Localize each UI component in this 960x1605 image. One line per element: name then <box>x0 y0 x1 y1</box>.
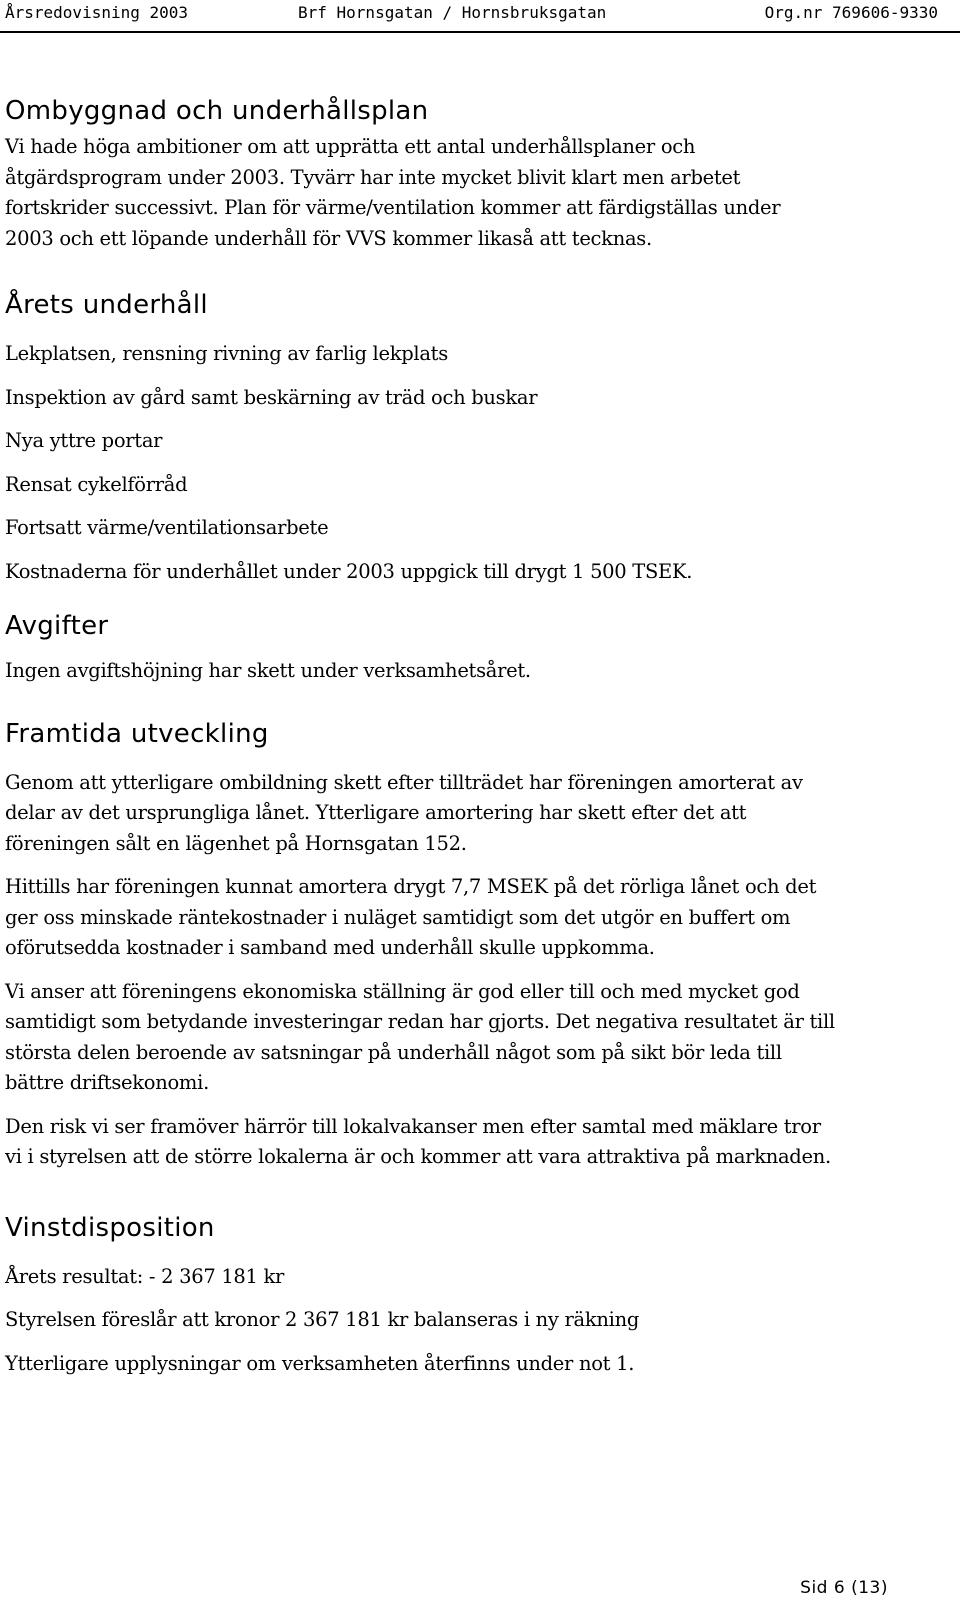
header-org-number: Org.nr 769606-9330 <box>764 3 938 22</box>
paragraph <box>5 1112 955 1173</box>
header-report-title: Årsredovisning 2003 <box>5 3 189 22</box>
paragraph: Ingen avgiftshöjning har skett under verksamhetsåret. <box>5 659 531 682</box>
list-item: Inspektion av gård samt beskärning av träd och buskar <box>5 385 538 409</box>
text-line: föreningen sålt en lägenhet på Hornsgatan 152. <box>5 831 467 855</box>
text-line: Vi hade höga ambitioner om att upprätta ett antal underhållsplaner och <box>5 135 696 158</box>
list-item: Lekplatsen, rensning rivning av farlig lekplats <box>5 342 448 365</box>
paragraph <box>5 768 955 860</box>
text-line: delar av det ursprungliga lånet. Ytterligare amortering har skett efter det att <box>5 801 747 824</box>
text-line: Vi anser att föreningens ekonomiska ställning är god eller till och med mycket god <box>5 979 800 1003</box>
text-line: Den risk vi ser framöver härrör till lokalvakanser men efter samtal med mäklare tror <box>5 1114 821 1138</box>
section-heading: Avgifter <box>5 611 109 641</box>
section-heading: Vinstdisposition <box>5 1212 215 1243</box>
section-ombyggnad <box>5 90 955 254</box>
paragraph <box>5 977 955 1099</box>
list-item: Kostnaderna för underhållet under 2003 uppgick till drygt 1 500 TSEK. <box>5 559 693 583</box>
document-body <box>5 90 955 1379</box>
page-header <box>0 0 960 30</box>
text-line: oförutsedda kostnader i samband med underhåll skulle uppkomma. <box>5 936 655 959</box>
section-heading: Årets underhåll <box>5 290 208 320</box>
section-framtida-utveckling <box>5 713 955 1173</box>
list-item: Fortsatt värme/ventilationsarbete <box>5 516 329 539</box>
list-item: Ytterligare upplysningar om verksamheten återfinns under not 1. <box>5 1351 635 1375</box>
page-number: Sid 6 (13) <box>800 1578 888 1598</box>
section-heading: Ombyggnad och underhållsplan <box>5 96 429 126</box>
section-vinstdisposition <box>5 1207 955 1380</box>
text-line: 2003 och ett löpande underhåll för VVS kommer likaså att tecknas. <box>5 226 652 250</box>
text-line: Hittills har föreningen kunnat amortera drygt 7,7 MSEK på det rörliga lånet och det <box>5 875 817 898</box>
text-line: största delen beroende av satsningar på underhåll något som på sikt bör leda till <box>5 1040 782 1064</box>
text-line: bättre driftsekonomi. <box>5 1071 209 1094</box>
header-divider <box>0 31 960 33</box>
paragraph <box>5 132 955 254</box>
list-item: Årets resultat: - 2 367 181 kr <box>5 1264 285 1288</box>
text-line: ger oss minskade räntekostnader i nuläget samtidigt som det utgör en buffert om <box>5 905 791 929</box>
paragraph <box>5 872 955 964</box>
list-item: Nya yttre portar <box>5 429 163 452</box>
header-association-name: Brf Hornsgatan / Hornsbruksgatan <box>298 3 607 22</box>
text-line: åtgärdsprogram under 2003. Tyvärr har inte mycket blivit klart men arbetet <box>5 165 741 189</box>
section-heading: Framtida utveckling <box>5 718 269 749</box>
text-line: samtidigt som betydande investeringar redan har gjorts. Det negativa resultatet är till <box>5 1010 835 1033</box>
list-item: Styrelsen föreslår att kronor 2 367 181 kr balanseras i ny räkning <box>5 1308 640 1331</box>
text-line: fortskrider successivt. Plan för värme/ventilation kommer att färdigställas under <box>5 196 781 219</box>
text-line: Genom att ytterligare ombildning skett efter tillträdet har föreningen amorterat av <box>5 770 803 794</box>
text-line: vi i styrelsen att de större lokalerna är och kommer att vara attraktiva på marknaden. <box>5 1145 831 1168</box>
section-arets-underhall <box>5 284 955 587</box>
list-item: Rensat cykelförråd <box>5 472 188 496</box>
section-avgifter <box>5 605 955 687</box>
